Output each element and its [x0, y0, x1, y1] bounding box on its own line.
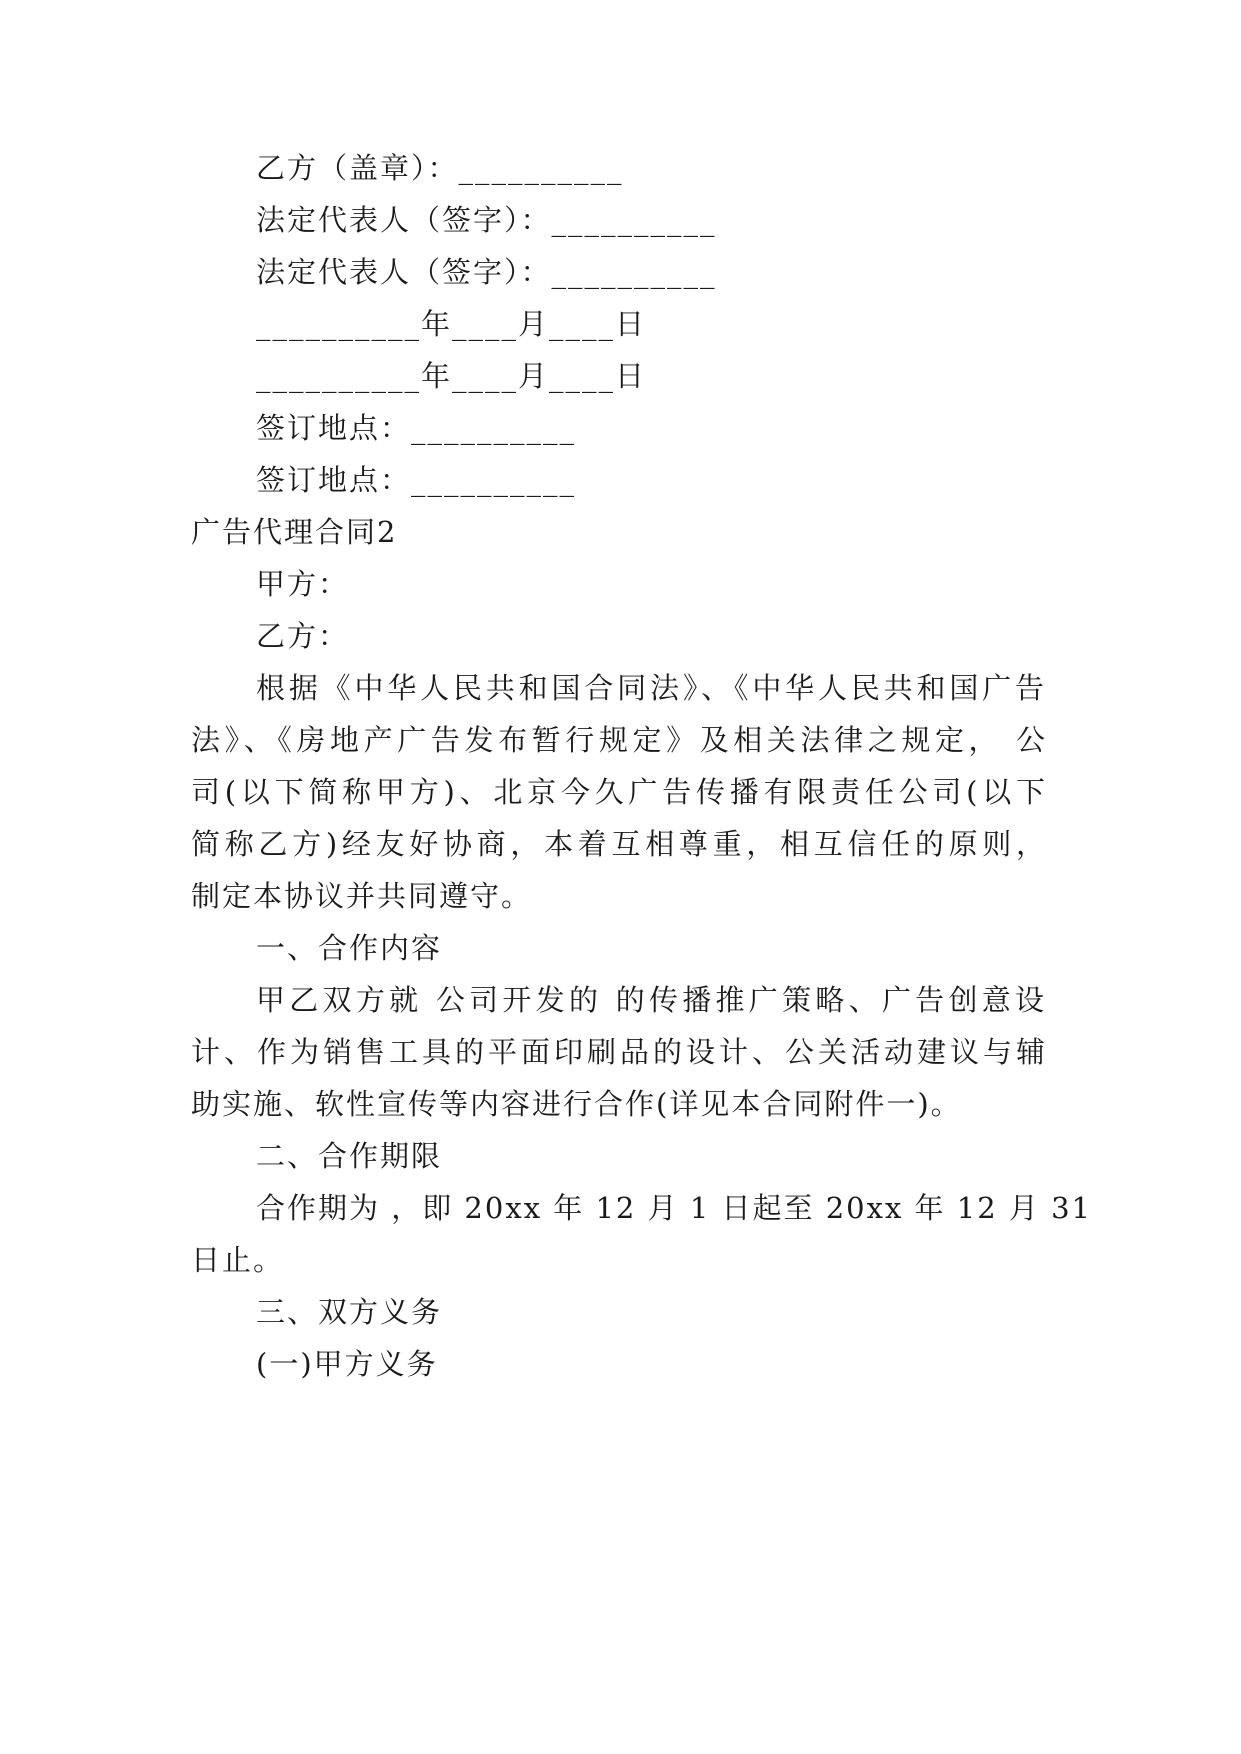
preamble-line-4: 简称乙方)经友好协商，本着互相尊重，相互信任的原则，	[191, 827, 1047, 861]
section2-line-1: 合作期为 ，即 20xx 年 12 月 1 日起至 20xx 年 12 月 31	[256, 1191, 1092, 1225]
legal-rep-line-1: 法定代表人（签字）：__________	[256, 203, 717, 237]
sign-place-line-2: 签订地点：__________	[256, 463, 577, 497]
section1-line-3: 助实施、软性宣传等内容进行合作(详见本合同附件一)。	[191, 1087, 962, 1121]
date-line-1: __________年____月____日	[256, 307, 647, 341]
section1-line-2: 计、作为销售工具的平面印刷品的设计、公关活动建议与辅	[191, 1035, 1047, 1069]
section1-line-1: 甲乙双方就 公司开发的 的传播推广策略、广告创意设	[256, 983, 1046, 1017]
preamble-line-2: 法》、《房地产广告发布暂行规定》及相关法律之规定， 公	[191, 723, 1047, 757]
contract-title: 广告代理合同2	[191, 515, 398, 549]
section1-heading: 一、合作内容	[256, 931, 443, 965]
preamble-line-5: 制定本协议并共同遵守。	[191, 879, 533, 913]
section2-line-2: 日止。	[191, 1243, 285, 1277]
section2-heading: 二、合作期限	[256, 1139, 443, 1173]
section3-heading: 三、双方义务	[256, 1295, 443, 1329]
party-b-seal-line: 乙方（盖章）：__________	[256, 151, 624, 185]
section3-subheading: (一)甲方义务	[256, 1347, 438, 1381]
sign-place-line-1: 签订地点：__________	[256, 411, 577, 445]
date-line-2: __________年____月____日	[256, 359, 647, 393]
party-a-label: 甲方：	[256, 567, 350, 601]
legal-rep-line-2: 法定代表人（签字）：__________	[256, 255, 717, 289]
preamble-line-1: 根据《中华人民共和国合同法》、《中华人民共和国广告	[256, 671, 1046, 705]
party-b-label: 乙方：	[256, 619, 350, 653]
preamble-line-3: 司(以下简称甲方)、北京今久广告传播有限责任公司(以下	[191, 775, 1047, 809]
